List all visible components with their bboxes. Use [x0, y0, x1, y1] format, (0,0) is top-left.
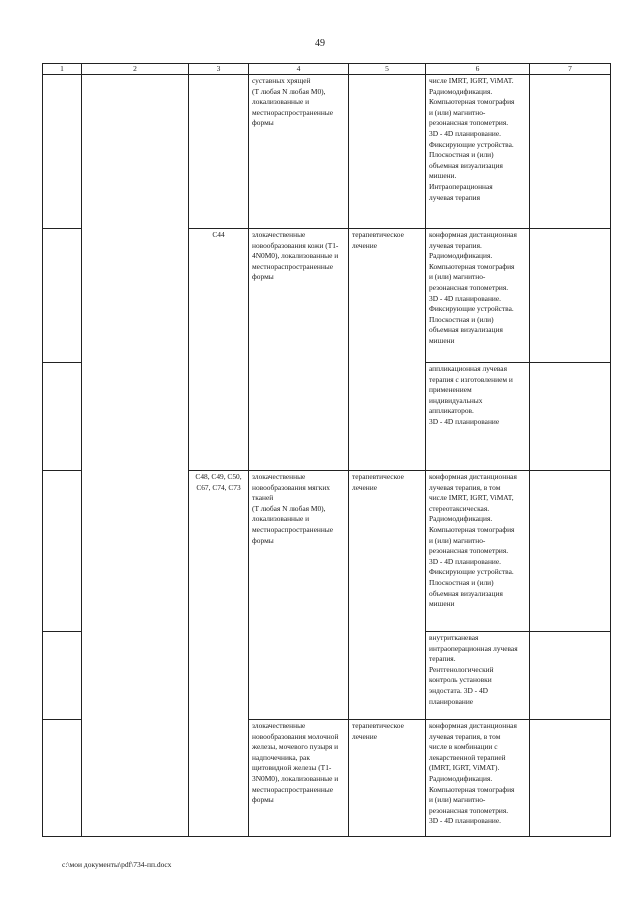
- cell-col-1: [43, 471, 82, 632]
- header-col-2: 2: [82, 64, 189, 75]
- treatment-table: [42, 63, 611, 837]
- cell-treatment-type: терапевтическое лечение: [349, 720, 426, 837]
- cell-method: конформная дистанционная лучевая терапия, в том числе в комбинации с лекарственной терапией (IMRT, IGRT, ViMAT). Радиомодификация. Компьютерная томография и (или) магнитно- резонансная топометрия. 3D - 4D планирование.: [426, 720, 530, 837]
- cell-treatment-type: [349, 75, 426, 229]
- cell-method: числе IMRT, IGRT, ViMAT. Радиомодификация. Компьютерная томография и (или) магнитно- резонансная топометрия. 3D - 4D планирование. Фиксирующие устройства. Плоскостная и (или) объемная визуализация мишени. Интраоперационная лучевая терапия: [426, 75, 530, 229]
- cell-col-7: [530, 720, 611, 837]
- cell-col-1: [43, 720, 82, 837]
- table-row: [43, 75, 611, 229]
- header-col-3: 3: [189, 64, 249, 75]
- cell-col-7: [530, 229, 611, 363]
- cell-col-1: [43, 75, 82, 229]
- cell-method: внутритканевая интраоперационная лучевая терапия. Рентгенологический контроль установки эндостата. 3D - 4D планирование: [426, 632, 530, 720]
- cell-treatment-type: терапевтическое лечение: [349, 229, 426, 471]
- cell-diagnosis: злокачественные новообразования молочной железы, мочевого пузыря и надпочечника, рак щитовидной железы (T1- 3N0M0), локализованные и местнораспространенные формы: [249, 720, 349, 837]
- cell-col-7: [530, 471, 611, 632]
- cell-diagnosis: суставных хрящей (T любая N любая M0), локализованные и местнораспространенные формы: [249, 75, 349, 229]
- cell-diagnosis: злокачественные новообразования кожи (T1- 4N0M0), локализованные и местнораспространенные формы: [249, 229, 349, 471]
- cell-method: конформная дистанционная лучевая терапия, в том числе IMRT, IGRT, ViMAT, стереотаксическая. Радиомодификация. Компьютерная томография и (или) магнитно- резонансная топометрия. 3D - 4D планирование. Фиксирующие устройства. Плоскостная и (или) объемная визуализация мишени: [426, 471, 530, 632]
- cell-col-1: [43, 229, 82, 363]
- cell-col-7: [530, 363, 611, 471]
- file-path-footer: c:\мои документы\pdf\734-пп.docx: [62, 860, 172, 869]
- header-col-4: 4: [249, 64, 349, 75]
- header-col-7: 7: [530, 64, 611, 75]
- table-header-row: [43, 64, 611, 75]
- cell-treatment-type: терапевтическое лечение: [349, 471, 426, 720]
- header-col-1: 1: [43, 64, 82, 75]
- cell-icd-code: C44: [189, 229, 249, 471]
- cell-icd-code: C48, C49, C50, C67, C74, C73: [189, 471, 249, 837]
- cell-col-7: [530, 75, 611, 229]
- cell-diagnosis: злокачественные новообразования мягких тканей (T любая N любая M0), локализованные и местнораспространенные формы: [249, 471, 349, 720]
- page-number: 49: [315, 38, 325, 49]
- cell-col-1: [43, 363, 82, 471]
- header-col-6: 6: [426, 64, 530, 75]
- header-col-5: 5: [349, 64, 426, 75]
- cell-method: аппликационная лучевая терапия с изготовлением и применением индивидуальных аппликаторов. 3D - 4D планирование: [426, 363, 530, 471]
- cell-col-2-merged: [82, 75, 189, 837]
- cell-col-1: [43, 632, 82, 720]
- cell-col-7: [530, 632, 611, 720]
- cell-method: конформная дистанционная лучевая терапия. Радиомодификация. Компьютерная томография и (или) магнитно- резонансная топометрия. 3D - 4D планирование. Фиксирующие устройства. Плоскостная и (или) объемная визуализация мишени: [426, 229, 530, 363]
- cell-col-3: [189, 75, 249, 229]
